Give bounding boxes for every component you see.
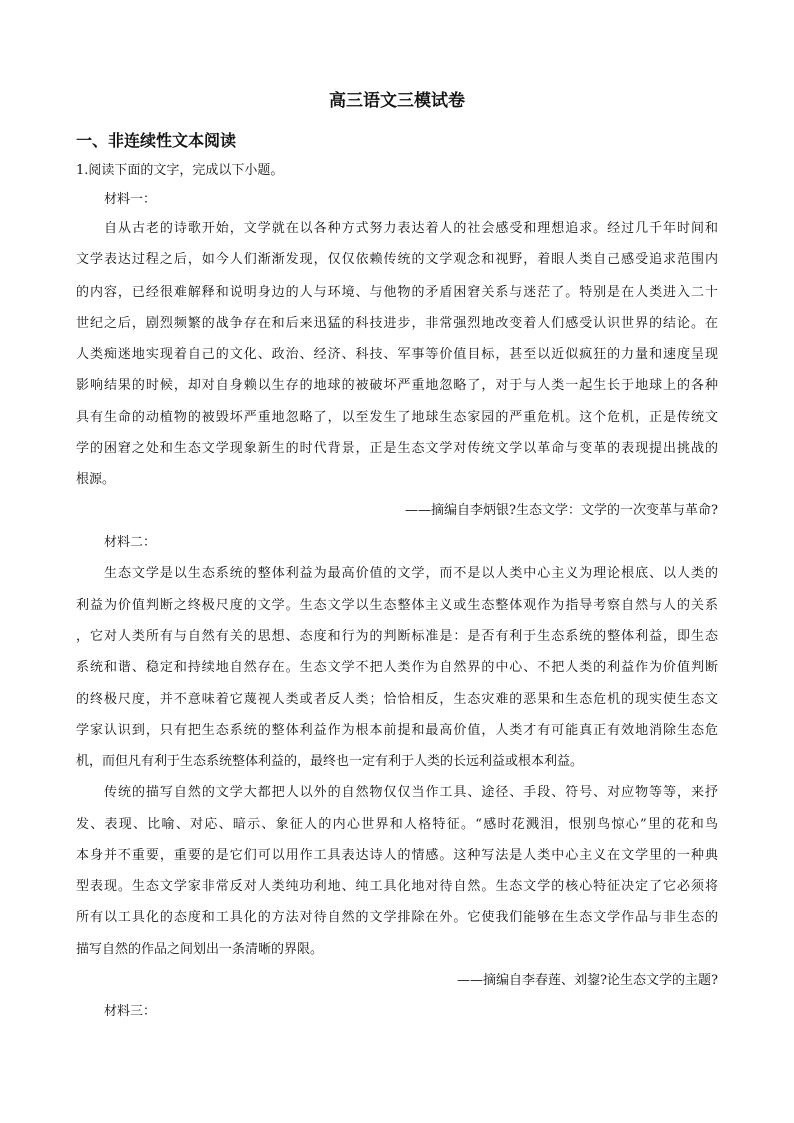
material-1-line: 学的困窘之处和生态文学现象新生的时代背景，正是生态文学对传统文学以革命与变革的表现提出挑战的 — [76, 441, 718, 456]
material-2-label: 材料二： — [104, 535, 157, 550]
material-2-line: 描写自然的作品之间划出一条清晰的界限。 — [76, 942, 324, 957]
material-1-source: ——摘编自李炳银?生态文学：文学的一次变革与革命? — [405, 503, 718, 518]
material-1-line: 具有生命的动植物的被毁坏严重地忽略了，以至发生了地球生态家园的严重危机。这个危机，正是传统文 — [76, 410, 718, 425]
question-instruction: 1.阅读下面的文字，完成以下小题。 — [76, 163, 284, 178]
material-1-line: 的内容，已经很难解释和说明身边的人与环境、与他物的矛盾困窘关系与迷茫了。特别是在人类进入二十 — [76, 285, 718, 300]
material-2-line: 所有以工具化的态度和工具化的方法对待自然的文学排除在外。它使我们能够在生态文学作品与非生态的 — [76, 910, 718, 925]
material-1-line: 自从古老的诗歌开始，文学就在以各种方式努力表达着人的社会感受和理想追求。经过几千年时间和 — [104, 221, 718, 236]
material-2-line: ，它对人类所有与自然有关的思想、态度和行为的判断标准是：是否有利于生态系统的整体利益，即生态 — [76, 629, 718, 644]
material-2-line: 系统和谐、稳定和持续地自然存在。生态文学不把人类作为自然界的中心、不把人类的利益作为价值判断 — [76, 660, 718, 675]
section-heading: 一、非连续性文本阅读 — [76, 131, 237, 150]
material-2-line: 发、表现、比喻、对応、暗示、象征人的内心世界和人格特征。“感时花溅泪，恨别鸟惊心”里的花和鸟 — [76, 817, 718, 832]
material-2-line: 利益为价值判断之终极尺度的文学。生态文学以生态整体主义或生态整体观作为指导考察自然与人的关系 — [76, 598, 718, 613]
material-2-line: 本身并不重要，重要的是它们可以用作工具表达诗人的情感。这种写法是人类中心主义在文学里的一种典 — [76, 848, 718, 863]
material-2-line: 传统的描写自然的文学大都把人以外的自然物仅仅当作工具、途径、手段、符号、对应物等等，来抒 — [104, 785, 718, 800]
material-3-label: 材料三： — [104, 1004, 157, 1019]
material-1-line: 世纪之后，剧烈频繁的战争存在和后来迅猛的科技进步，非常强烈地改变着人们感受认识世界的结论。在 — [76, 316, 718, 331]
material-2-line: 生态文学是以生态系统的整体利益为最高价值的文学，而不是以人类中心主义为理论根底、以人类的 — [104, 566, 718, 581]
material-2-line: 型表现。生态文学家非常反对人类纯功利地、纯工具化地对待自然。生态文学的核心特征决定了它必须将 — [76, 879, 718, 894]
material-1-line: 影响结果的时候，却对自身赖以生存的地球的被破坏严重地忽略了，对于与人类一起生长于地球上的各种 — [76, 378, 718, 393]
material-2-line: 的终极尺度，并不意味着它蔑视人类或者反人类；恰恰相反，生态灾难的恶果和生态危机的现实使生态文 — [76, 692, 718, 707]
material-1-line: 人类痴迷地实现着自己的文化、政治、经济、科技、军事等价值目标，甚至以近似疯狂的力量和速度呈现 — [76, 347, 718, 362]
material-2-line: 学家认识到，只有把生态系统的整体利益作为根本前提和最高价值，人类才有可能真正有效地消除生态危 — [76, 723, 718, 738]
material-1-line: 文学表达过程之后，如今人们渐渐发现，仅仅依赖传统的文学观念和视野，着眼人类自己感受追求范围内 — [76, 252, 718, 267]
material-1-label: 材料一： — [104, 192, 157, 207]
material-2-line: 机，而但凡有利于生态系统整体利益的，最终也一定有利于人类的长远利益或根本利益。 — [76, 754, 584, 769]
page-title: 高三语文三模试卷 — [329, 91, 465, 111]
material-1-line: 根源。 — [76, 472, 116, 487]
material-2-source: ——摘编自李春莲、刘鋆?论生态文学的主题? — [457, 973, 718, 988]
